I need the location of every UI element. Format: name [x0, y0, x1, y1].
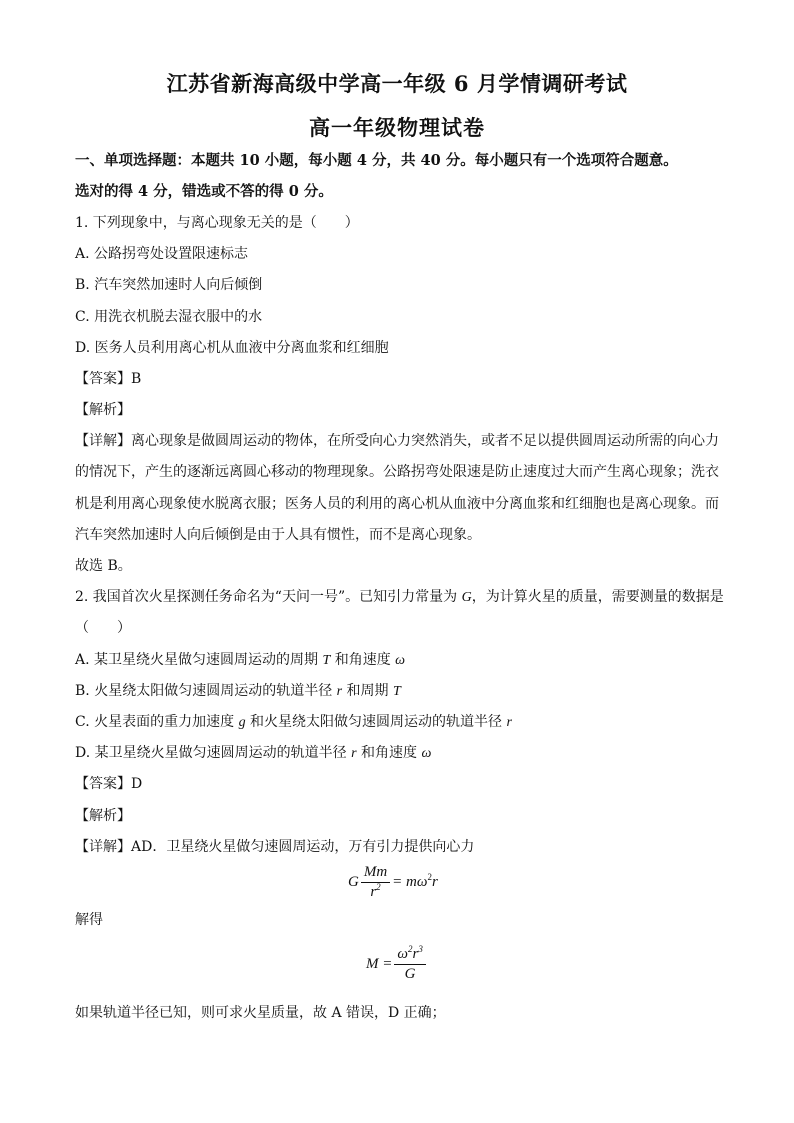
eq1-den-base: r — [370, 884, 377, 900]
q1-stem: 1. 下列现象中，与离心现象无关的是（ ） — [75, 215, 359, 231]
q2-option-b — [75, 681, 725, 702]
q2-option-c-symbol-g: g — [238, 715, 246, 730]
q2-option-d-symbol-omega: ω — [421, 746, 432, 761]
q2-solve-label: 解得 — [75, 912, 103, 928]
q2-option-b-text: B. 火星绕太阳做匀速圆周运动的轨道半径 — [75, 683, 337, 699]
q1-option-d: D. 医务人员利用离心机从血液中分离血浆和红细胞 — [75, 340, 389, 356]
exam-subtitle: 高一年级物理试卷 — [309, 115, 485, 140]
q2-analysis-label: 【解析】 — [75, 808, 131, 824]
eq2-num-b-exp: 3 — [418, 944, 423, 954]
q1-option-a: A. 公路拐弯处设置限速标志 — [75, 246, 249, 262]
q1-analysis-label: 【解析】 — [75, 402, 131, 418]
q2-stem-post: ，为计算火星的质量，需要测量的数据是 — [471, 589, 724, 605]
q2-stem-line2: （ ） — [75, 620, 131, 636]
q2-option-b-symbol-t: T — [393, 684, 401, 699]
eq1-numerator: Mm — [361, 864, 390, 883]
q1-detail-line2: 的情况下，产生的逐渐远离圆心移动的物理现象。公路拐弯处限速是防止速度过大而产生离心现象；洗衣 — [75, 464, 719, 480]
q2-stem-symbol-g: G — [461, 590, 472, 605]
eq2-num-b: r — [412, 946, 419, 962]
q2-option-d-symbol-r: r — [351, 746, 357, 761]
eq1-fraction — [361, 864, 390, 901]
eq1-rhs-exp: 2 — [427, 871, 432, 882]
q2-detail: 【详解】AD．卫星绕火星做匀速圆周运动，万有引力提供向心力 — [75, 839, 475, 855]
section-heading-line1: 一、单项选择题：本题共 10 小题，每小题 4 分，共 40 分。每小题只有一个选项符合题意。 — [75, 152, 678, 169]
eq2-denominator: G — [404, 966, 416, 982]
eq2-fraction — [394, 946, 425, 983]
q1-option-c: C. 用洗衣机脱去湿衣服中的水 — [75, 309, 263, 325]
eq2-num-a: ω — [397, 946, 408, 962]
q2-option-d-mid: 和角速度 — [356, 745, 422, 761]
q2-option-c — [75, 712, 725, 733]
eq1-g: G — [348, 873, 359, 890]
q2-option-c-symbol-r: r — [506, 715, 512, 730]
equation-gravitation — [348, 864, 438, 901]
q2-option-c-mid: 和火星绕太阳做匀速圆周运动的轨道半径 — [245, 714, 507, 730]
section-heading-line2: 选对的得 4 分，错选或不答的得 0 分。 — [75, 183, 333, 200]
q2-option-b-symbol-r: r — [336, 684, 343, 699]
q2-option-a — [75, 650, 725, 671]
equation-mass — [366, 946, 428, 983]
q1-detail-line3: 机是利用离心现象使水脱离衣服；医务人员的利用的离心机从血液中分离血浆和红细胞也是离心现象。而 — [75, 496, 719, 512]
q2-last-line: 如果轨道半径已知，则可求火星质量，故 A 错误，D 正确； — [75, 1005, 446, 1021]
q1-detail-line1: 【详解】离心现象是做圆周运动的物体，在所受向心力突然消失，或者不足以提供圆周运动所需的向心力 — [75, 433, 719, 449]
eq1-rhs-post: r — [431, 873, 438, 890]
q2-stem-pre: 2. 我国首次火星探测任务命名为“天问一号”。已知引力常量为 — [75, 589, 462, 605]
q2-option-a-text: A. 某卫星绕火星做匀速圆周运动的周期 — [75, 652, 323, 668]
eq1-den-exp: 2 — [376, 882, 381, 892]
eq2-lhs: M = — [366, 955, 393, 972]
q2-option-d-text: D. 某卫星绕火星做匀速圆周运动的轨道半径 — [75, 745, 352, 761]
q2-option-d — [75, 743, 725, 764]
q2-option-b-mid: 和周期 — [342, 683, 393, 699]
eq2-numerator — [394, 946, 425, 965]
q2-answer: 【答案】D — [75, 776, 143, 792]
eq1-denominator — [361, 883, 390, 901]
q2-option-c-text: C. 火星表面的重力加速度 — [75, 714, 239, 730]
q2-option-a-symbol-omega: ω — [395, 653, 406, 668]
q2-option-a-mid: 和角速度 — [330, 652, 396, 668]
eq1-rhs-pre: = mω — [392, 873, 428, 890]
q2-stem-line1 — [75, 587, 725, 608]
q2-option-a-symbol-t: T — [322, 653, 331, 668]
q1-detail-line4: 汽车突然加速时人向后倾倒是由于人具有惯性，而不是离心现象。 — [75, 527, 481, 543]
q1-option-b: B. 汽车突然加速时人向后倾倒 — [75, 277, 263, 293]
exam-title: 江苏省新海高级中学高一年级 6 月学情调研考试 — [166, 71, 628, 96]
q1-conclusion: 故选 B。 — [75, 558, 132, 574]
eq2-num-a-exp: 2 — [407, 944, 413, 954]
q1-answer: 【答案】B — [75, 371, 142, 387]
